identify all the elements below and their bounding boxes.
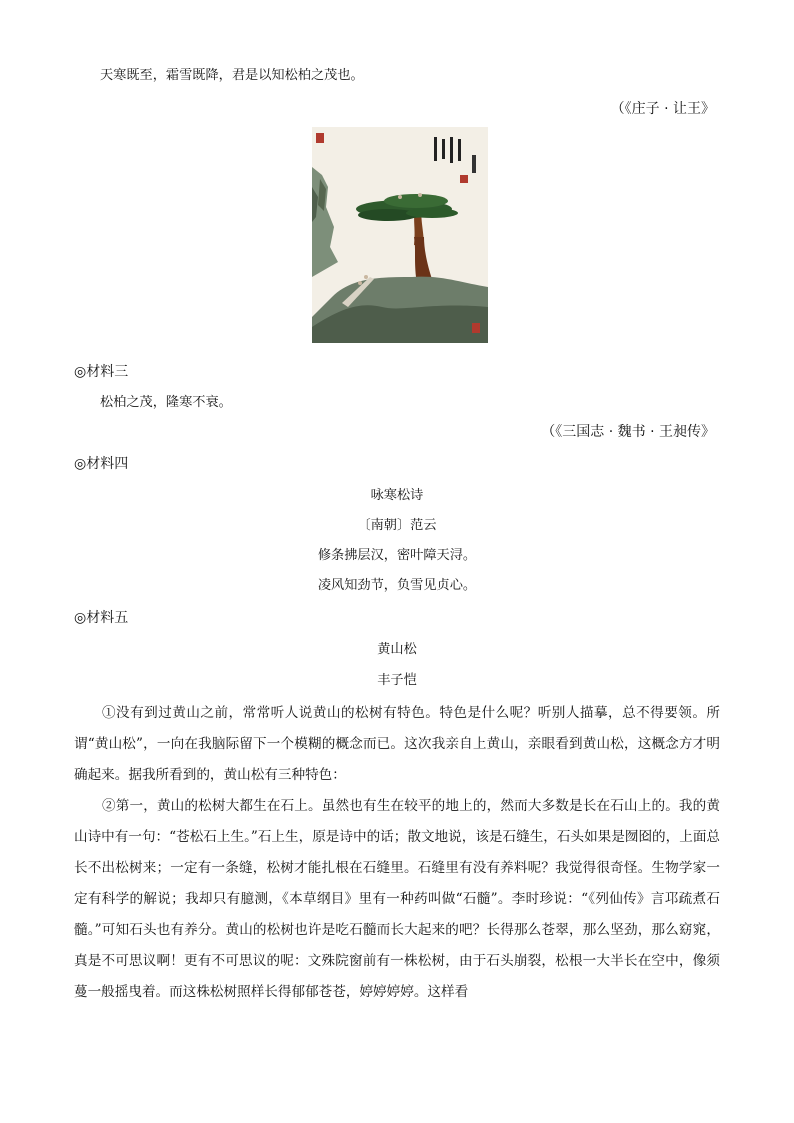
pine-landscape-icon	[312, 127, 488, 343]
material3-source: （《三国志 · 魏书 · 王昶传》	[541, 424, 715, 440]
material5-title: 黄山松	[377, 642, 417, 657]
material5-heading: ◎材料五	[74, 610, 129, 626]
material2-source: （《庄子 · 让王》	[610, 101, 715, 117]
material5-author: 丰子恺	[377, 673, 417, 688]
essay-paragraph-2: ②第一，黄山的松树大都生在石上。虽然也有生在较平的地上的，然而大多数是长在石山上的。我的黄山诗中有一句：“苍松石上生。”石上生，原是诗中的话；散文地说，该是石缝生，石头如果是囫囵的，上面总长不出松树来；一定有一条缝，松树才能扎根在石缝里。石缝里有没有养料呢？我觉得很奇怪。生物学家一定有科学的解说；我却只有臆测，《本草纲目》里有一种药叫做“石髓”。李时珍说：“《列仙传》言邛疏煮石髓。”可知石头也有养分。黄山的松树也许是吃石髓而长大起来的吧？长得那么苍翠，那么坚劲，那么窈窕，真是不可思议啊！更有不可思议的呢：文殊院窗前有一株松树，由于石头崩裂，松根一大半长在空中，像须蔓一般摇曳着。而这株松树照样长得郁郁苍苍，婷婷婷婷。这样看	[74, 798, 721, 1000]
essay-paragraph-1: ①没有到过黄山之前，常常听人说黄山的松树有特色。特色是什么呢？听别人描摹，总不得要领。所谓“黄山松”，一向在我脑际留下一个模糊的概念而已。这次我亲自上黄山，亲眼看到黄山松，这概念方才明确起来。据我所看到的，黄山松有三种特色：	[74, 705, 720, 783]
essay-body	[74, 698, 720, 1008]
pine-landscape-painting	[312, 127, 488, 343]
material4-line1: 修条拂层汉，密叶障天浔。	[317, 548, 477, 563]
material4-line2: 凌风知劲节，负雪见贞心。	[317, 578, 477, 593]
material4-author: 〔南朝〕范云	[357, 518, 437, 533]
material4-heading: ◎材料四	[74, 456, 129, 472]
material2-quote: 天寒既至，霜雪既降，君是以知松柏之茂也。	[100, 68, 364, 83]
material3-quote: 松柏之茂，隆寒不衰。	[100, 395, 232, 410]
material4-title: 咏寒松诗	[370, 488, 424, 503]
material3-heading: ◎材料三	[74, 364, 129, 380]
